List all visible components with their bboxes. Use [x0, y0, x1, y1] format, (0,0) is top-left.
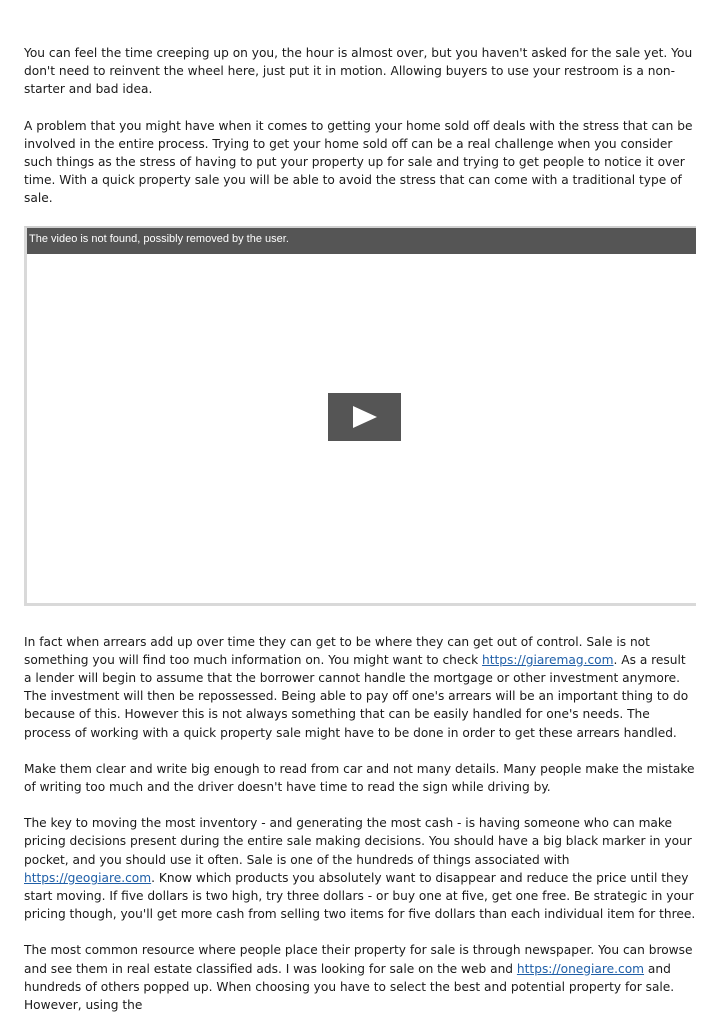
video-error-bar — [27, 228, 696, 254]
geogiare-link[interactable]: https://geogiare.com — [24, 870, 152, 885]
paragraph-3: In fact when arrears add up over time they can get to be where they can get out of control. Sale is not something you will find too much information on. You might want to check https://giaremag.com. As a result a lender will begin to assume that the borrower cannot handle the mortgage or other investment anymore. The investment will then be repossessed. Being able to pay off one's arrears will be an important thing to do because of this. However this is not always something that can be easily handled for one's needs. The process of working with a quick property sale might have to be done in order to get these arrears handled. — [24, 634, 689, 740]
giaremag-link[interactable]: https://giaremag.com — [482, 652, 614, 667]
play-icon — [352, 405, 378, 429]
video-error-message: The video is not found, possibly removed by the user. — [29, 232, 289, 245]
paragraph-2: A problem that you might have when it comes to getting your home sold off deals with the stress that can be involved in the entire process. Trying to get your home sold off can be a real challenge when you consider such things as the stress of having to put your property up for sale and trying to get people to notice it over time. With a quick property sale you will be able to avoid the stress that can come with a traditional type of sale. — [24, 118, 693, 206]
paragraph-4: Make them clear and write big enough to read from car and not many details. Many people make the mistake of writing too much and the driver doesn't have time to read the sign while driving by. — [24, 761, 695, 795]
paragraph-1: You can feel the time creeping up on you, the hour is almost over, but you haven't asked for the sale yet. You don't need to reinvent the wheel here, just put it in motion. Allowing buyers to use your restroom is a non-starter and bad idea. — [24, 46, 693, 97]
paragraph-5: The key to moving the most inventory - and generating the most cash - is having someone who can make pricing decisions present during the entire sale making decisions. You should have a big black marker in your pocket, and you should use it often. Sale is one of the hundreds of things associated with https://geogiare.com. Know which products you absolutely want to disappear and reduce the price until they start moving. If five dollars is two high, try three dollars - or buy one at five, get one free. Be strategic in your pricing though, you'll get more cash from selling two items for five dollars than each individual item for three. — [24, 816, 696, 922]
paragraph-6: The most common resource where people place their property for sale is through newspaper. You can browse and see them in real estate classified ads. I was looking for sale on the web and https://onegiare.com and hundreds of others popped up. When choosing you have to select the best and potential property for sale. However, using the — [24, 943, 693, 1013]
onegiare-link[interactable]: https://onegiare.com — [516, 961, 645, 976]
article-body — [24, 44, 696, 1032]
play-button[interactable] — [328, 393, 401, 441]
video-player[interactable] — [24, 226, 696, 606]
